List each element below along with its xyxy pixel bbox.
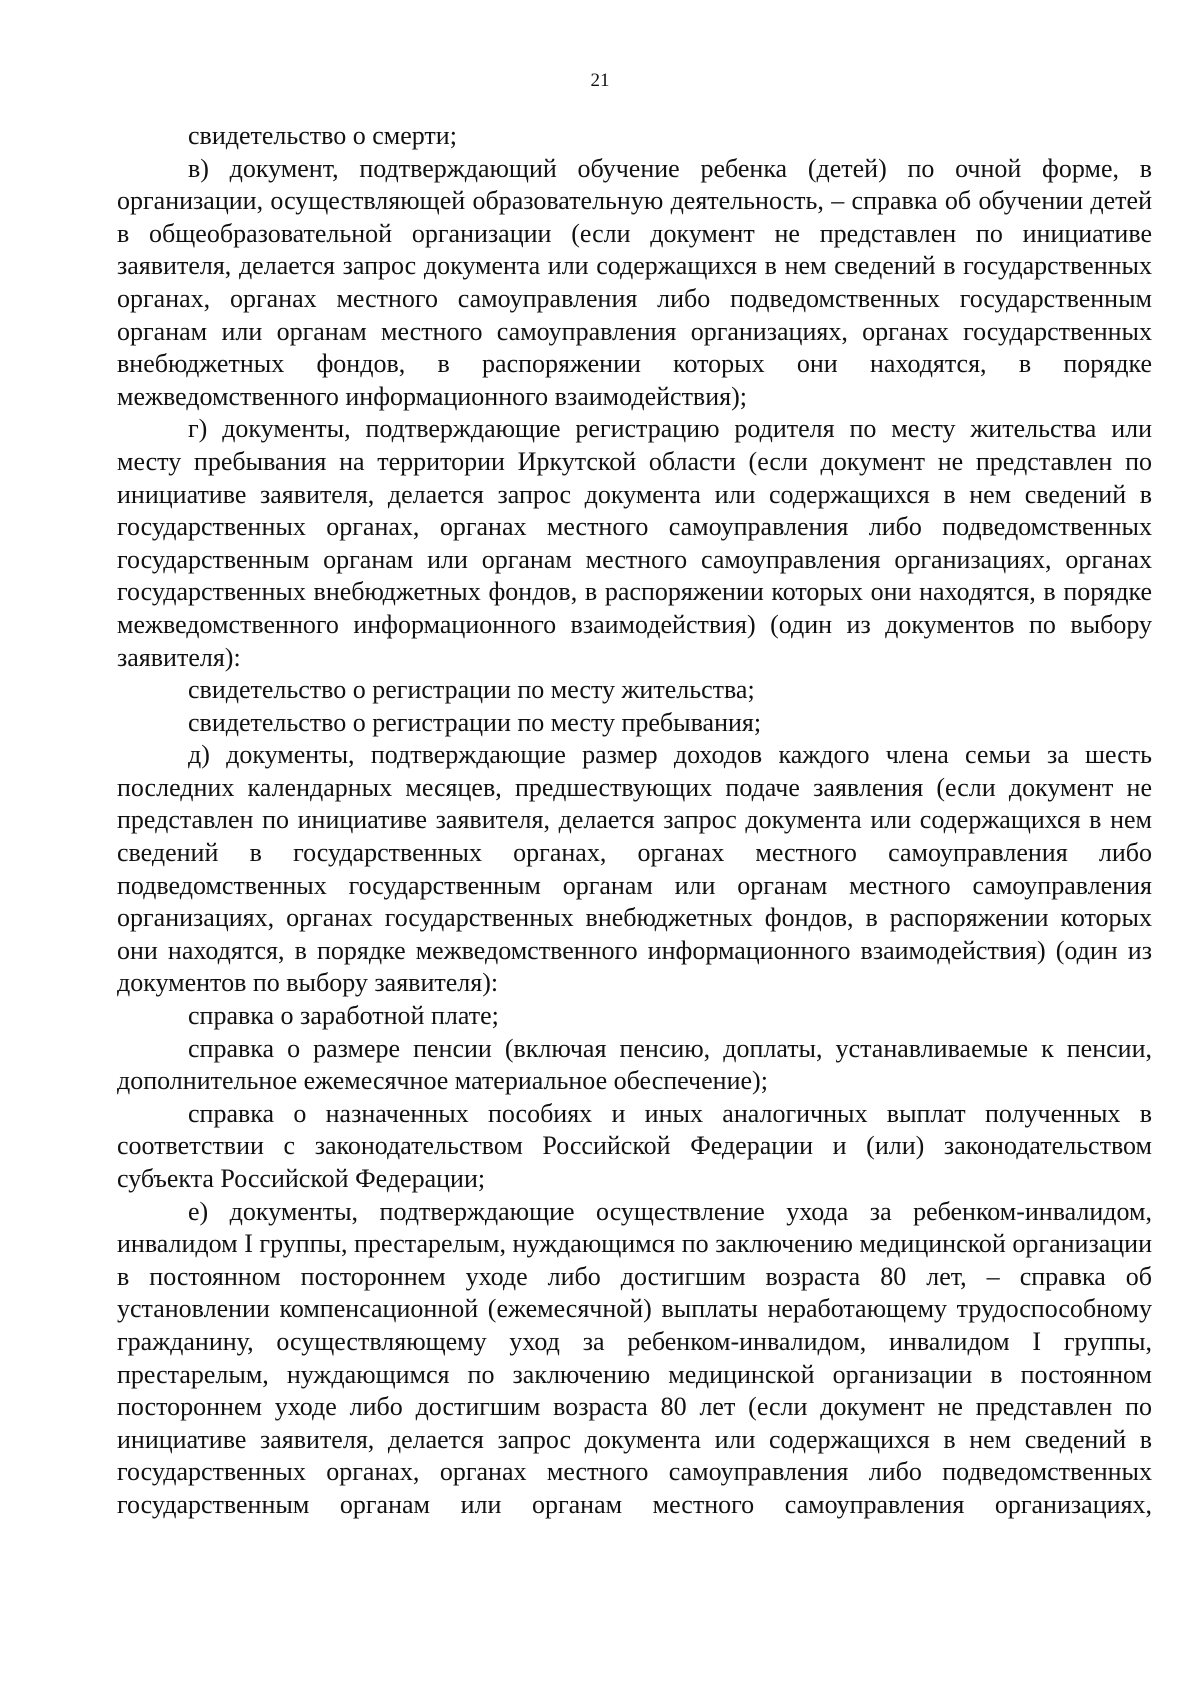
page-number: 21 <box>590 70 610 91</box>
paragraph-stay-certificate: свидетельство о регистрации по месту пребывания; <box>188 707 762 737</box>
paragraph-pension-certificate: справка о размере пенсии (включая пенсию, доплаты, устанавливаемые к пенсии, дополнительное ежемесячное материальное обеспечение); <box>117 1033 1152 1096</box>
paragraph-item-g: г) документы, подтверждающие регистрацию родителя по месту жительства или месту пребывания на территории Иркутской области (если документ не представлен по инициативе заявителя, делается запрос документа или содержащихся в нем сведений в государственных органах, органах местного самоуправления либо подведомственных государственным органам или органам местного самоуправления организациях, органах государственных внебюджетных фондов, в распоряжении которых они находятся, в порядке межведомственного информационного взаимодействия) (один из документов по выбору заявителя): <box>117 414 1152 672</box>
paragraph-residence-certificate: свидетельство о регистрации по месту жительства; <box>188 675 755 705</box>
document-body <box>117 120 1152 1522</box>
paragraph-item-v: в) документ, подтверждающий обучение ребенка (детей) по очной форме, в организации, осуществляющей образовательную деятельность, – справка об обучении детей в общеобразовательной организации (если документ не представлен по инициативе заявителя, делается запрос документа или содержащихся в нем сведений в государственных органах, органах местного самоуправления либо подведомственных государственным органам или органам местного самоуправления организациях, органах государственных внебюджетных фондов, в распоряжении которых они находятся, в порядке межведомственного информационного взаимодействия); <box>117 153 1152 411</box>
paragraph-benefits-certificate: справка о назначенных пособиях и иных аналогичных выплат полученных в соответствии с законодательством Российской Федерации и (или) законодательством субъекта Российской Федерации; <box>117 1098 1152 1193</box>
paragraph-death-certificate: свидетельство о смерти; <box>188 121 457 150</box>
paragraph-item-e: е) документы, подтверждающие осуществление ухода за ребенком-инвалидом, инвалидом I группы, престарелым, нуждающимся по заключению медицинской организации в постоянном постороннем уходе либо достигшим возраста 80 лет, – справка об установлении компенсационной (ежемесячной) выплаты неработающему трудоспособному гражданину, осуществляющему уход за ребенком-инвалидом, инвалидом I группы, престарелым, нуждающимся по заключению медицинской организации в постоянном постороннем уходе либо достигшим возраста 80 лет (если документ не представлен по инициативе заявителя, делается запрос документа или содержащихся в нем сведений в государственных органах, органах местного самоуправления либо подведомственных государственным органам или органам местного самоуправления организациях, <box>117 1196 1152 1519</box>
paragraph-salary-certificate: справка о заработной плате; <box>188 1001 499 1031</box>
paragraph-item-d: д) документы, подтверждающие размер доходов каждого члена семьи за шесть последних календарных месяцев, предшествующих подаче заявления (если документ не представлен по инициативе заявителя, делается запрос документа или содержащихся в нем сведений в государственных органах, органах местного самоуправления либо подведомственных государственным органам или органам местного самоуправления организациях, органах государственных внебюджетных фондов, в распоряжении которых они находятся, в порядке межведомственного информационного взаимодействия) (один из документов по выбору заявителя): <box>117 740 1152 998</box>
